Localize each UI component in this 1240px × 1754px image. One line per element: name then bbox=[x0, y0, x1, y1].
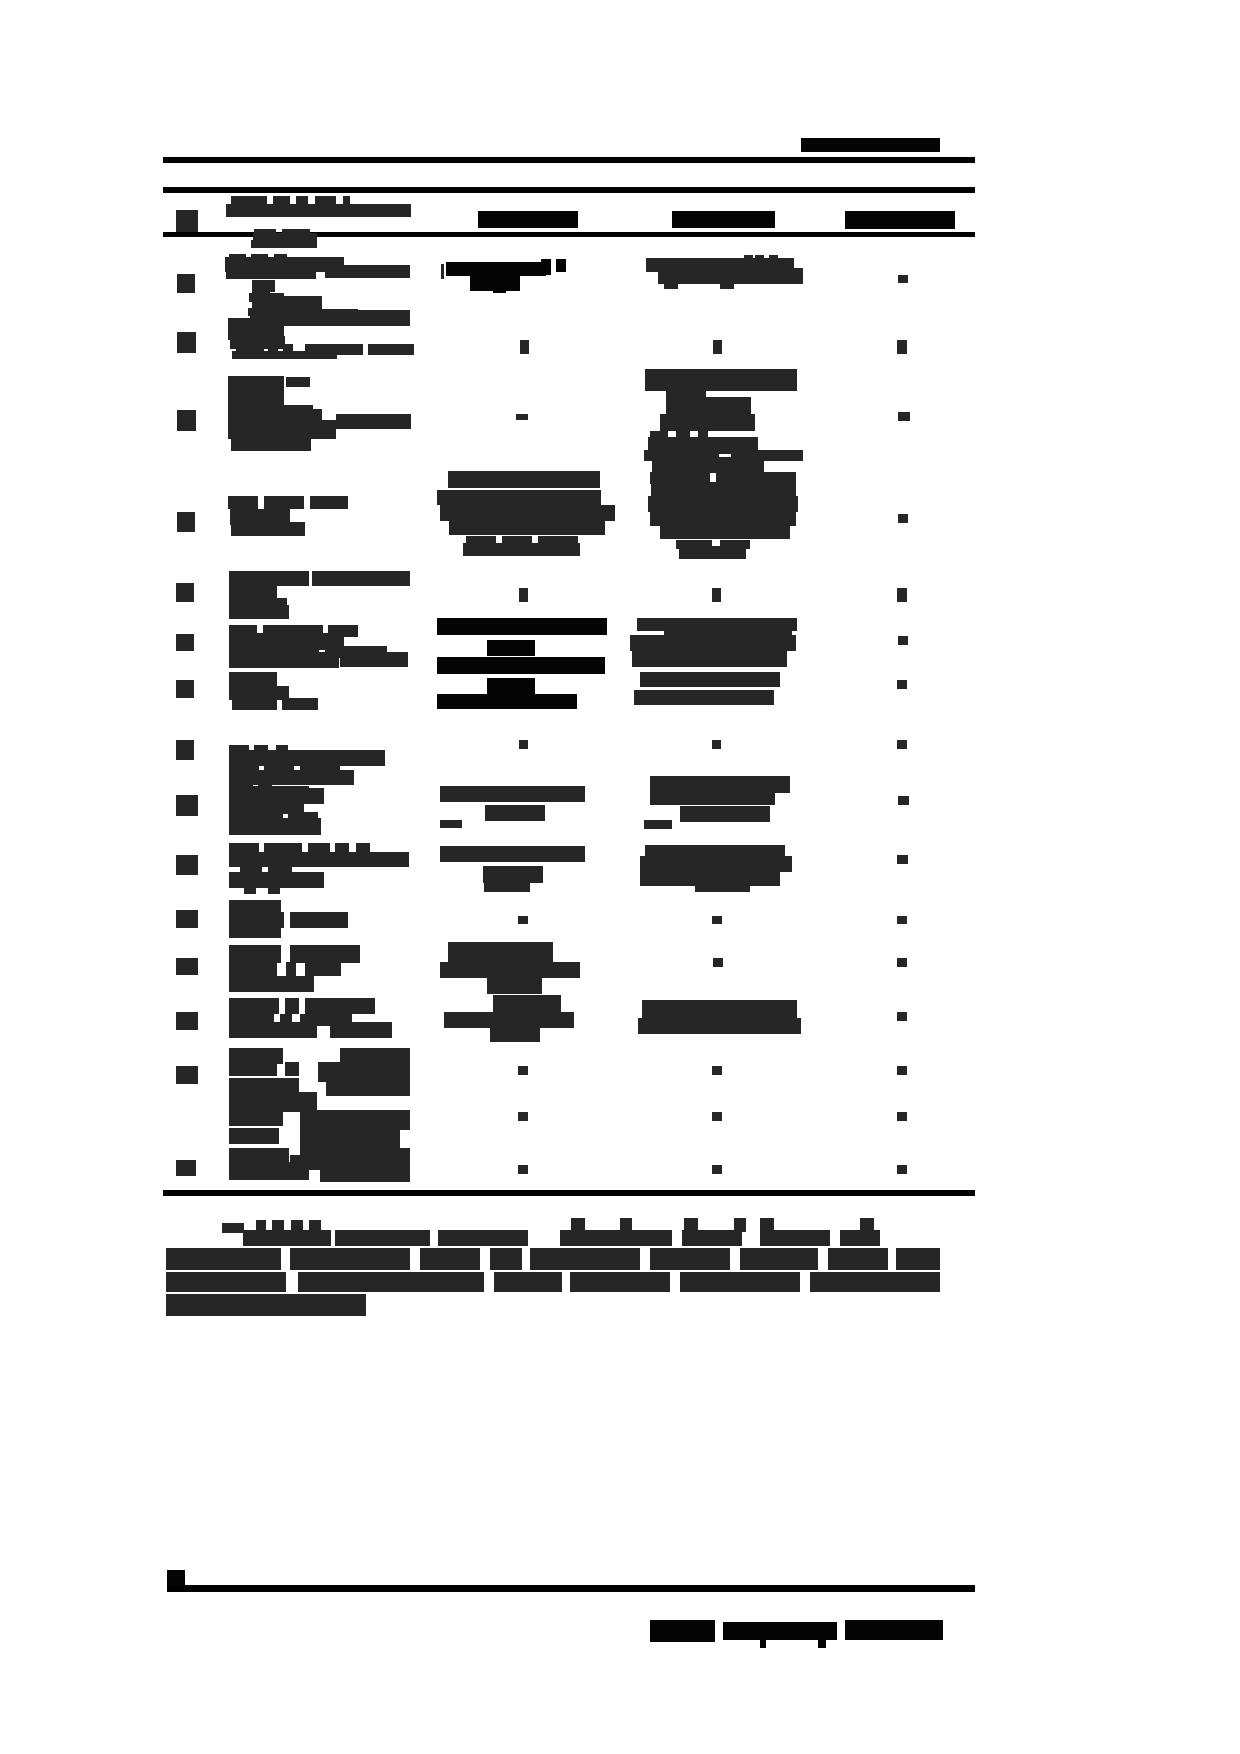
footnote-line-2-redaction bbox=[896, 1248, 940, 1270]
cell-value-3-redaction bbox=[897, 958, 907, 967]
cell-item-redaction bbox=[310, 496, 348, 509]
row-index-redaction bbox=[176, 958, 198, 975]
cell-value-1-redaction bbox=[440, 505, 615, 521]
cell-value-2-redaction bbox=[644, 820, 672, 829]
cell-item-redaction bbox=[229, 818, 321, 835]
cell-value-1-redaction bbox=[440, 820, 462, 828]
cell-item-redaction bbox=[228, 496, 258, 509]
cell-value-1-redaction bbox=[490, 1028, 540, 1042]
cell-value-3-redaction bbox=[897, 916, 907, 924]
cell-item-redaction bbox=[264, 496, 304, 509]
cell-item-redaction bbox=[286, 962, 296, 976]
column-header-redaction-4 bbox=[845, 211, 955, 229]
row-index-redaction bbox=[177, 410, 196, 431]
cell-value-1-redaction bbox=[556, 259, 566, 272]
cell-item-redaction bbox=[229, 652, 339, 668]
footer-text-redaction bbox=[760, 1638, 766, 1648]
table-caption-redaction bbox=[251, 240, 317, 248]
cell-value-2-redaction bbox=[712, 740, 721, 749]
cell-value-2-redaction bbox=[645, 369, 797, 391]
cell-value-1-redaction bbox=[440, 846, 585, 862]
cell-item-redaction bbox=[229, 962, 277, 976]
running-head-redaction bbox=[801, 138, 940, 152]
cell-item-redaction bbox=[229, 1110, 283, 1126]
cell-value-2-redaction bbox=[713, 340, 722, 354]
cell-item-redaction bbox=[285, 1062, 299, 1076]
footnote-line-1-redaction bbox=[682, 1230, 742, 1246]
cell-value-1-redaction bbox=[518, 1165, 528, 1174]
row-index-redaction bbox=[176, 634, 194, 651]
cell-value-1-redaction bbox=[519, 740, 528, 749]
cell-item-redaction bbox=[330, 310, 410, 326]
cell-item-redaction bbox=[300, 1128, 400, 1148]
cell-item-redaction bbox=[229, 1022, 317, 1038]
cell-item-redaction bbox=[305, 962, 341, 976]
footnote-line-1-redaction bbox=[560, 1230, 672, 1246]
cell-item-redaction bbox=[229, 1128, 279, 1144]
cell-value-2-redaction bbox=[634, 690, 774, 705]
cell-value-2-redaction bbox=[712, 916, 722, 924]
cell-value-2-redaction bbox=[712, 1112, 722, 1121]
cell-value-2-redaction bbox=[695, 880, 750, 892]
cell-item-redaction bbox=[290, 912, 348, 928]
cell-item-redaction bbox=[232, 351, 337, 359]
cell-value-3-redaction bbox=[898, 796, 909, 805]
cell-value-3-redaction bbox=[897, 680, 907, 689]
cell-value-1-redaction bbox=[541, 259, 551, 275]
footnote-line-1-redaction bbox=[335, 1230, 430, 1246]
cell-value-1-redaction bbox=[487, 978, 542, 994]
row-index-redaction bbox=[176, 1012, 198, 1030]
cell-item-redaction bbox=[368, 344, 414, 355]
cell-value-3-redaction bbox=[898, 514, 908, 523]
cell-value-1-redaction bbox=[463, 543, 580, 556]
column-header-redaction-2 bbox=[478, 211, 578, 228]
footnote-line-3-redaction bbox=[298, 1272, 484, 1292]
footnote-line-2-redaction bbox=[828, 1248, 888, 1270]
cell-value-1-redaction bbox=[487, 640, 535, 656]
cell-value-1-redaction bbox=[493, 285, 506, 293]
table-bottom-rule bbox=[163, 1190, 975, 1196]
cell-value-1-redaction bbox=[437, 618, 607, 635]
row-index-redaction bbox=[177, 274, 195, 293]
cell-value-1-redaction bbox=[518, 1112, 528, 1121]
footnote-line-2-redaction bbox=[420, 1248, 480, 1270]
footnote-line-1-redaction bbox=[243, 1230, 331, 1246]
cell-item-redaction bbox=[231, 437, 311, 451]
cell-value-3-redaction bbox=[897, 740, 907, 749]
footnote-line-2-redaction bbox=[166, 1248, 281, 1270]
cell-item-redaction bbox=[244, 885, 256, 894]
cell-value-1-redaction bbox=[444, 1012, 574, 1028]
footnote-line-3-redaction bbox=[810, 1272, 940, 1292]
footnote-line-1-redaction bbox=[438, 1230, 528, 1246]
cell-value-2-redaction bbox=[632, 651, 787, 667]
cell-item-redaction bbox=[231, 522, 305, 536]
cell-value-2-redaction bbox=[679, 546, 746, 559]
row-index-redaction bbox=[177, 332, 196, 353]
cell-item-redaction bbox=[320, 1160, 410, 1182]
cell-value-2-redaction bbox=[738, 640, 783, 650]
cell-item-redaction bbox=[325, 265, 410, 278]
footnote-line-2-redaction bbox=[290, 1248, 410, 1270]
row-index-redaction bbox=[176, 855, 198, 875]
cell-item-redaction bbox=[340, 652, 408, 667]
cell-item-redaction bbox=[229, 945, 281, 963]
cell-value-1-redaction bbox=[441, 264, 444, 279]
cell-value-2-redaction bbox=[660, 524, 790, 539]
cell-value-1-redaction bbox=[516, 414, 528, 420]
row-index-redaction bbox=[176, 583, 194, 602]
footnote-line-2-redaction bbox=[490, 1248, 522, 1270]
footer-text-redaction bbox=[650, 1620, 715, 1642]
cell-value-3-redaction bbox=[898, 275, 908, 283]
table-top-rule bbox=[163, 187, 975, 193]
cell-item-redaction bbox=[305, 998, 375, 1014]
footnote-line-2-redaction bbox=[530, 1248, 640, 1270]
row-index-redaction bbox=[176, 680, 194, 698]
cell-value-1-redaction bbox=[520, 340, 529, 354]
row-index-redaction bbox=[176, 795, 198, 816]
cell-value-2-redaction bbox=[652, 457, 764, 473]
footnote-line-1-redaction bbox=[760, 1230, 830, 1246]
cell-value-1-redaction bbox=[448, 942, 553, 962]
cell-item-redaction bbox=[226, 265, 316, 279]
cell-value-2-redaction bbox=[713, 958, 723, 967]
cell-value-3-redaction bbox=[897, 1165, 907, 1174]
cell-value-3-redaction bbox=[898, 412, 910, 421]
cell-value-2-redaction bbox=[664, 280, 678, 289]
cell-item-redaction bbox=[229, 1092, 317, 1112]
cell-value-1-redaction bbox=[485, 805, 545, 821]
cell-value-3-redaction bbox=[897, 1112, 907, 1121]
cell-value-3-redaction bbox=[898, 636, 908, 645]
cell-value-1-redaction bbox=[518, 916, 528, 924]
cell-value-2-redaction bbox=[712, 588, 721, 602]
cell-item-redaction bbox=[229, 605, 289, 619]
cell-value-3-redaction bbox=[897, 340, 907, 354]
cell-value-2-redaction bbox=[640, 672, 780, 687]
row-index-redaction bbox=[176, 740, 194, 760]
cell-value-1-redaction bbox=[449, 521, 605, 535]
cell-value-1-redaction bbox=[437, 657, 605, 674]
cell-value-1-redaction bbox=[440, 962, 580, 978]
cell-value-3-redaction bbox=[897, 588, 907, 602]
cell-item-redaction bbox=[282, 698, 318, 710]
cell-item-redaction bbox=[330, 1022, 392, 1038]
footnote-line-1-redaction bbox=[222, 1223, 244, 1233]
cell-value-2-redaction bbox=[664, 625, 792, 635]
cell-item-redaction bbox=[326, 1078, 410, 1096]
cell-item-redaction bbox=[336, 414, 411, 429]
cell-item-redaction bbox=[312, 571, 410, 586]
row-index-redaction bbox=[176, 910, 198, 928]
cell-value-1-redaction bbox=[487, 678, 535, 694]
footnote-line-4-redaction bbox=[166, 1294, 366, 1316]
column-header-redaction-3 bbox=[672, 211, 775, 228]
cell-value-2-redaction bbox=[712, 1066, 722, 1075]
cell-item-redaction bbox=[268, 885, 280, 894]
row-index-redaction bbox=[177, 512, 195, 532]
cell-item-redaction bbox=[229, 852, 409, 867]
cell-value-1-redaction bbox=[437, 490, 601, 505]
row-index-redaction bbox=[176, 1066, 198, 1084]
footnote-line-2-redaction bbox=[650, 1248, 730, 1270]
footnote-line-2-redaction bbox=[740, 1248, 818, 1270]
cell-item-redaction bbox=[229, 571, 309, 586]
page-number-redaction bbox=[167, 1570, 185, 1586]
cell-value-3-redaction bbox=[897, 1012, 907, 1021]
table-caption-redaction bbox=[226, 204, 411, 217]
row-index-redaction bbox=[176, 1160, 196, 1176]
cell-value-2-redaction bbox=[651, 482, 796, 497]
cell-value-1-redaction bbox=[518, 1066, 528, 1075]
footer-text-redaction bbox=[818, 1636, 826, 1648]
cell-value-1-redaction bbox=[484, 880, 530, 892]
cell-value-2-redaction bbox=[680, 806, 770, 822]
footnote-line-3-redaction bbox=[570, 1272, 670, 1292]
cell-item-redaction bbox=[229, 926, 281, 938]
cell-value-2-redaction bbox=[650, 790, 775, 805]
footer-text-redaction bbox=[845, 1620, 943, 1640]
footer-rule bbox=[167, 1585, 975, 1592]
cell-item-redaction bbox=[300, 1110, 410, 1130]
cell-item-redaction bbox=[229, 976, 314, 992]
cell-value-2-redaction bbox=[638, 1018, 801, 1034]
cell-value-3-redaction bbox=[897, 855, 908, 864]
cell-item-redaction bbox=[290, 945, 360, 963]
footnote-line-1-redaction bbox=[840, 1230, 880, 1246]
column-header-redaction-1 bbox=[176, 210, 198, 232]
header-rule bbox=[163, 157, 975, 163]
cell-value-2-redaction bbox=[720, 280, 734, 289]
cell-item-redaction bbox=[232, 698, 277, 710]
cell-item-redaction bbox=[229, 998, 279, 1014]
cell-value-2-redaction bbox=[642, 1000, 797, 1019]
cell-value-1-redaction bbox=[440, 786, 585, 802]
cell-value-1-redaction bbox=[437, 694, 577, 709]
cell-value-2-redaction bbox=[660, 414, 755, 431]
cell-value-1-redaction bbox=[519, 588, 528, 602]
footnote-line-3-redaction bbox=[166, 1272, 286, 1292]
cell-item-redaction bbox=[229, 1162, 309, 1180]
cell-value-3-redaction bbox=[897, 1066, 907, 1075]
footnote-line-3-redaction bbox=[494, 1272, 562, 1292]
cell-item-redaction bbox=[286, 377, 310, 387]
cell-item-redaction bbox=[285, 998, 299, 1014]
cell-value-2-redaction bbox=[712, 1165, 722, 1174]
cell-item-redaction bbox=[229, 1062, 277, 1076]
footnote-line-3-redaction bbox=[680, 1272, 800, 1292]
cell-value-1-redaction bbox=[448, 471, 600, 488]
